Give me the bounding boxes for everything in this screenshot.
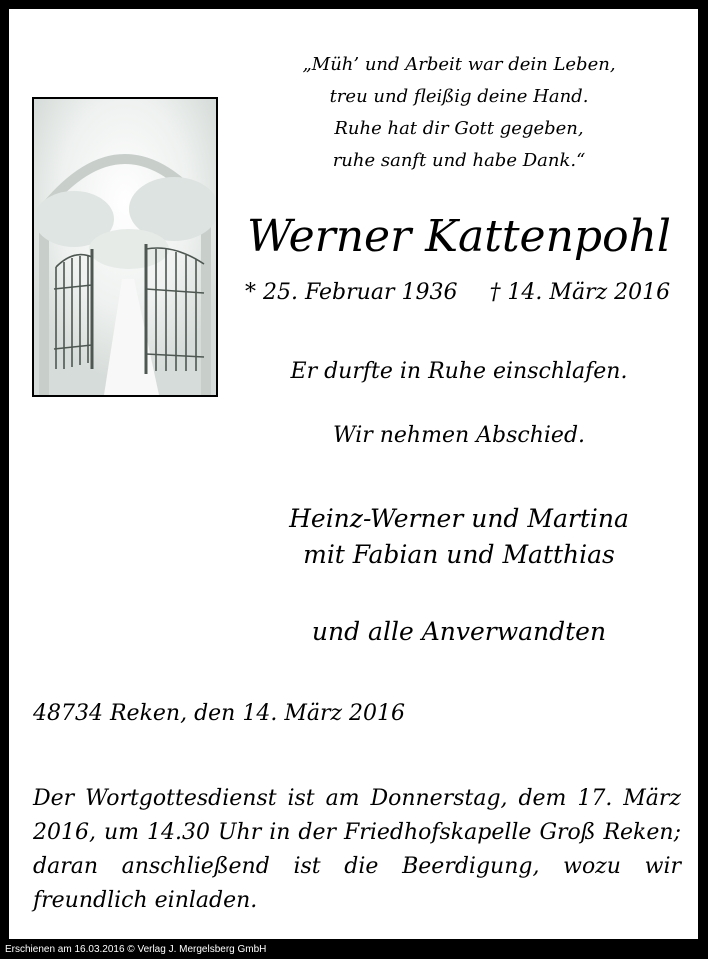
publication-footer: Erschienen am 16.03.2016 © Verlag J. Mergelsberg GmbH: [5, 944, 267, 955]
quote-line: Ruhe hat dir Gott gegeben,: [334, 118, 584, 139]
deceased-name: Werner Kattenpohl: [246, 211, 671, 262]
service-notice: Der Wortgottesdienst ist am Donnerstag, dem 17. März 2016, um 14.30 Uhr in der Friedhofskapelle Groß Reken; daran anschließend ist die Beerdigung, wozu wir freundlich einladen.: [33, 786, 681, 913]
life-dates: [245, 277, 670, 309]
death-date: † 14. März 2016: [489, 280, 671, 305]
rest-text: Er durfte in Ruhe einschlafen.: [290, 359, 628, 384]
relatives-text: und alle Anverwandten: [311, 617, 607, 646]
place-date: 48734 Reken, den 14. März 2016: [33, 701, 406, 726]
birth-date: * 25. Februar 1936: [245, 280, 458, 305]
quote-line: treu und fleißig deine Hand.: [329, 86, 589, 107]
family-names: [239, 501, 679, 573]
gate-illustration: [34, 99, 216, 395]
poem-quote: [239, 49, 679, 177]
family-line: Heinz-Werner und Martina: [289, 504, 629, 533]
obituary-card: [9, 9, 698, 939]
quote-line: „Müh’ und Arbeit war dein Leben,: [302, 54, 616, 75]
cemetery-gate-image: [32, 97, 218, 397]
quote-line: ruhe sanft und habe Dank.“: [332, 150, 586, 171]
farewell-text: Wir nehmen Abschied.: [332, 423, 586, 448]
family-line: mit Fabian und Matthias: [303, 540, 615, 569]
